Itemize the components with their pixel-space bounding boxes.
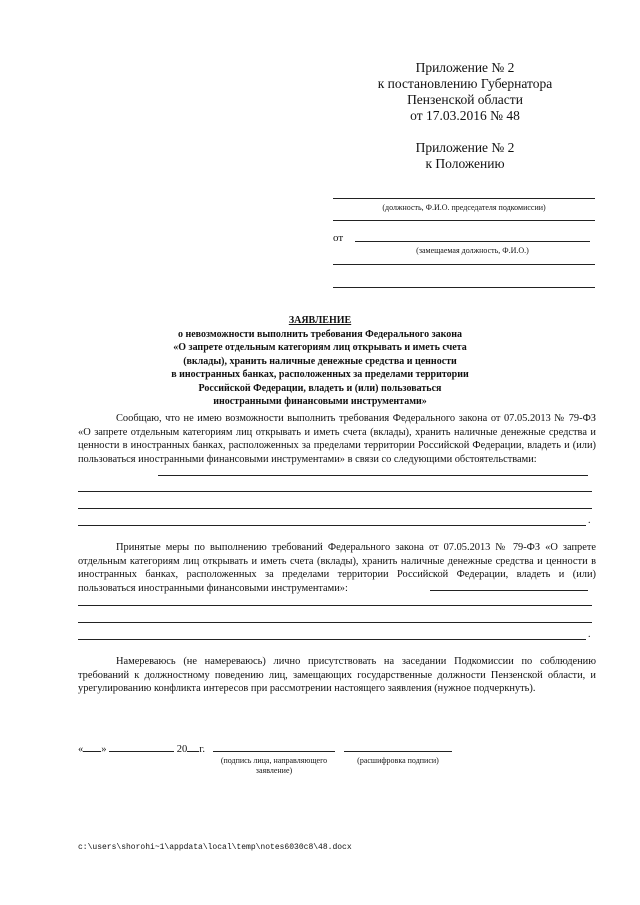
from-label: от — [333, 232, 344, 244]
resolution-ref: к постановлению Губернатора — [377, 76, 553, 91]
region-name: Пензенской области — [407, 92, 523, 107]
p1-fill-line-3[interactable] — [78, 525, 586, 526]
date-day-field[interactable] — [83, 742, 101, 752]
p2-fill-line-1[interactable] — [78, 605, 592, 606]
signature-line[interactable] — [213, 751, 335, 752]
p1-fill-line-0[interactable] — [158, 475, 588, 476]
addressee-caption-1: (должность, Ф.И.О. председателя подкомиссии) — [382, 203, 546, 212]
addressee-line-1[interactable] — [333, 198, 595, 199]
regulation-ref: к Положению — [425, 156, 505, 171]
header-block — [330, 60, 600, 172]
from-line-3[interactable] — [333, 287, 595, 288]
signature-caption: (подпись лица, направляющего заявление) — [220, 756, 328, 775]
date-month-field[interactable] — [109, 742, 174, 752]
p2-fill-line-0[interactable] — [430, 590, 588, 591]
addressee-line-2[interactable] — [333, 220, 595, 221]
title-heading: ЗАЯВЛЕНИЕ — [288, 315, 352, 326]
title-line-5: Российской Федерации, владеть и (или) пользоваться — [198, 382, 442, 394]
document-title — [120, 314, 520, 409]
p1-fill-line-1[interactable] — [78, 491, 592, 492]
appendix-number: Приложение № 2 — [415, 60, 515, 75]
date-year-field[interactable] — [187, 742, 199, 752]
title-line-3: (вклады), хранить наличные денежные средства и ценности — [183, 355, 457, 367]
signature-decode-line[interactable] — [344, 751, 452, 752]
p2-period: . — [588, 629, 591, 640]
signature-decode-caption: (расшифровка подписи) — [357, 756, 439, 765]
from-line[interactable] — [355, 241, 590, 242]
paragraph-2: Принятые меры по выполнению требований Федерального закона от 07.05.2013 № 79-ФЗ «О запрете отдельным категориям лиц открывать и иметь счета (вклады), хранить наличные денежные средства и ценности в иностранных банках, расположенных за пределами территории Российской Федерации, владеть и (или) пользоваться иностранными финансовыми инструментами»: — [78, 542, 596, 594]
resolution-date: от 17.03.2016 № 48 — [410, 108, 520, 123]
date-quote-open: « — [78, 744, 84, 755]
from-line-2[interactable] — [333, 264, 595, 265]
paragraph-3: Намереваюсь (не намереваюсь) лично присутствовать на заседании Подкомиссии по соблюдению требований к должностному поведению лиц, замещающих государственные должности Пензенской области, и урегулированию конфликта интересов при рассмотрении настоящего заявления (нужное подчеркнуть). — [78, 656, 596, 694]
from-caption: (замещаемая должность, Ф.И.О.) — [416, 246, 529, 255]
p1-period: . — [588, 515, 591, 526]
p1-fill-line-2[interactable] — [78, 508, 592, 509]
date-year-prefix: 20 — [176, 744, 188, 755]
title-line-6: иностранными финансовыми инструментами» — [213, 396, 427, 407]
appendix-number-2: Приложение № 2 — [415, 140, 515, 155]
title-line-2: «О запрете отдельным категориям лиц открывать и иметь счета — [173, 342, 467, 353]
signature-date — [78, 742, 205, 755]
title-line-1: о невозможности выполнить требования Федерального закона — [177, 328, 463, 340]
file-path-footer: c:\users\shorohi~1\appdata\local\temp\notes6030c8\48.docx — [78, 843, 352, 852]
title-line-4: в иностранных банках, расположенных за пределами территории — [171, 369, 469, 380]
date-quote-close: » — [101, 744, 107, 755]
date-year-suffix: г. — [199, 744, 205, 755]
paragraph-1: Сообщаю, что не имею возможности выполнить требования Федерального закона от 07.05.2013 № 79-ФЗ «О запрете отдельным категориям лиц открывать и иметь счета (вклады), хранить наличные денежные средства и ценности в иностранных банках, расположенных за пределами территории Российской Федерации, владеть и (или) пользоваться иностранными финансовыми инструментами» в связи со следующими обстоятельствами: — [78, 413, 596, 465]
p2-fill-line-2[interactable] — [78, 622, 592, 623]
p2-fill-line-3[interactable] — [78, 639, 586, 640]
